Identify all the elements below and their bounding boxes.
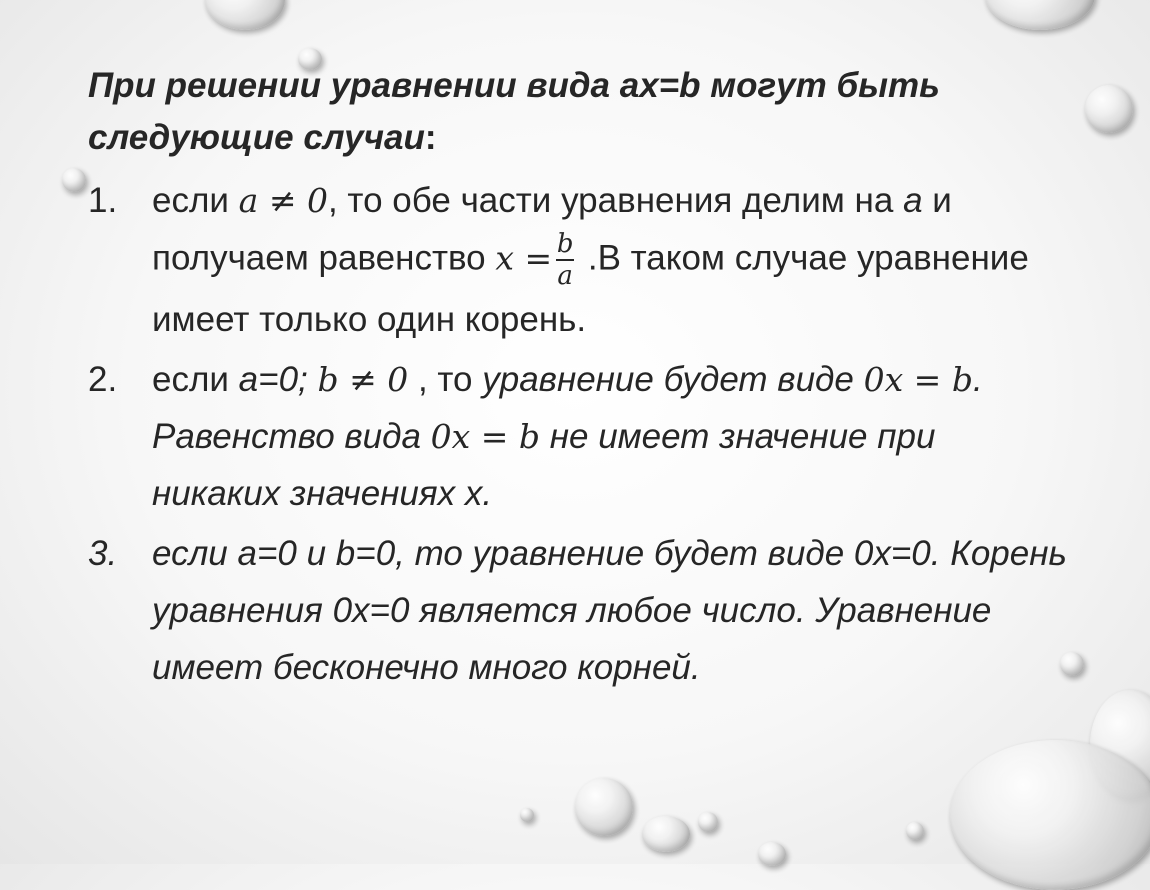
math-expression: 0x = b xyxy=(430,417,541,456)
slide-heading xyxy=(88,60,1048,164)
water-drop xyxy=(950,740,1150,890)
slide-content xyxy=(88,60,1068,699)
fraction xyxy=(556,229,574,291)
math-expression: x = xyxy=(495,238,553,278)
text-run: если xyxy=(152,181,239,220)
water-drop xyxy=(758,842,786,866)
case-number: 1. xyxy=(88,181,118,220)
case-text xyxy=(152,351,1068,522)
heading-colon: : xyxy=(424,118,437,157)
math-expression: 0x = b xyxy=(863,360,973,399)
water-drop xyxy=(520,808,534,822)
text-run: , то обе части уравнения делим на xyxy=(327,181,904,220)
water-drop xyxy=(698,812,718,832)
text-run: и получаем равенство xyxy=(152,181,952,278)
heading-text: При решении уравнении вида ax=b могут быть следующие случаи xyxy=(88,66,940,157)
case-number: 2. xyxy=(88,360,118,399)
text-run: если xyxy=(152,360,239,399)
fraction-numerator: b xyxy=(556,229,574,259)
water-drop xyxy=(1085,85,1133,133)
text-run: уравнение будет виде xyxy=(482,360,864,399)
text-run: , то xyxy=(408,360,483,399)
water-drop xyxy=(906,822,924,840)
math-expression: b ≠ 0 xyxy=(317,360,409,399)
text-run: .В таком случае уравнение имеет только один корень. xyxy=(152,238,1029,339)
fraction-denominator: a xyxy=(557,261,573,291)
case-3 xyxy=(88,525,1068,696)
water-drop xyxy=(575,778,633,836)
text-run: a xyxy=(903,181,923,220)
text-run: . Равенство вида xyxy=(152,360,983,456)
math-expression: a ≠ 0 xyxy=(238,181,328,220)
case-1 xyxy=(88,172,1068,348)
text-run: a=0; xyxy=(238,360,318,399)
water-drop xyxy=(205,0,285,30)
case-2 xyxy=(88,351,1068,522)
water-drop xyxy=(62,168,86,192)
case-text: если a=0 и b=0, то уравнение будет виде 0x=0. Корень уравнения 0x=0 является любое число. Уравнение имеет бесконечно много корней. xyxy=(152,534,1067,687)
text-run: не имеет значение при никаких значениях x. xyxy=(152,417,936,513)
case-text xyxy=(152,172,1068,348)
water-drop xyxy=(985,0,1095,30)
water-drop xyxy=(642,816,690,852)
case-number: 3. xyxy=(88,534,118,573)
